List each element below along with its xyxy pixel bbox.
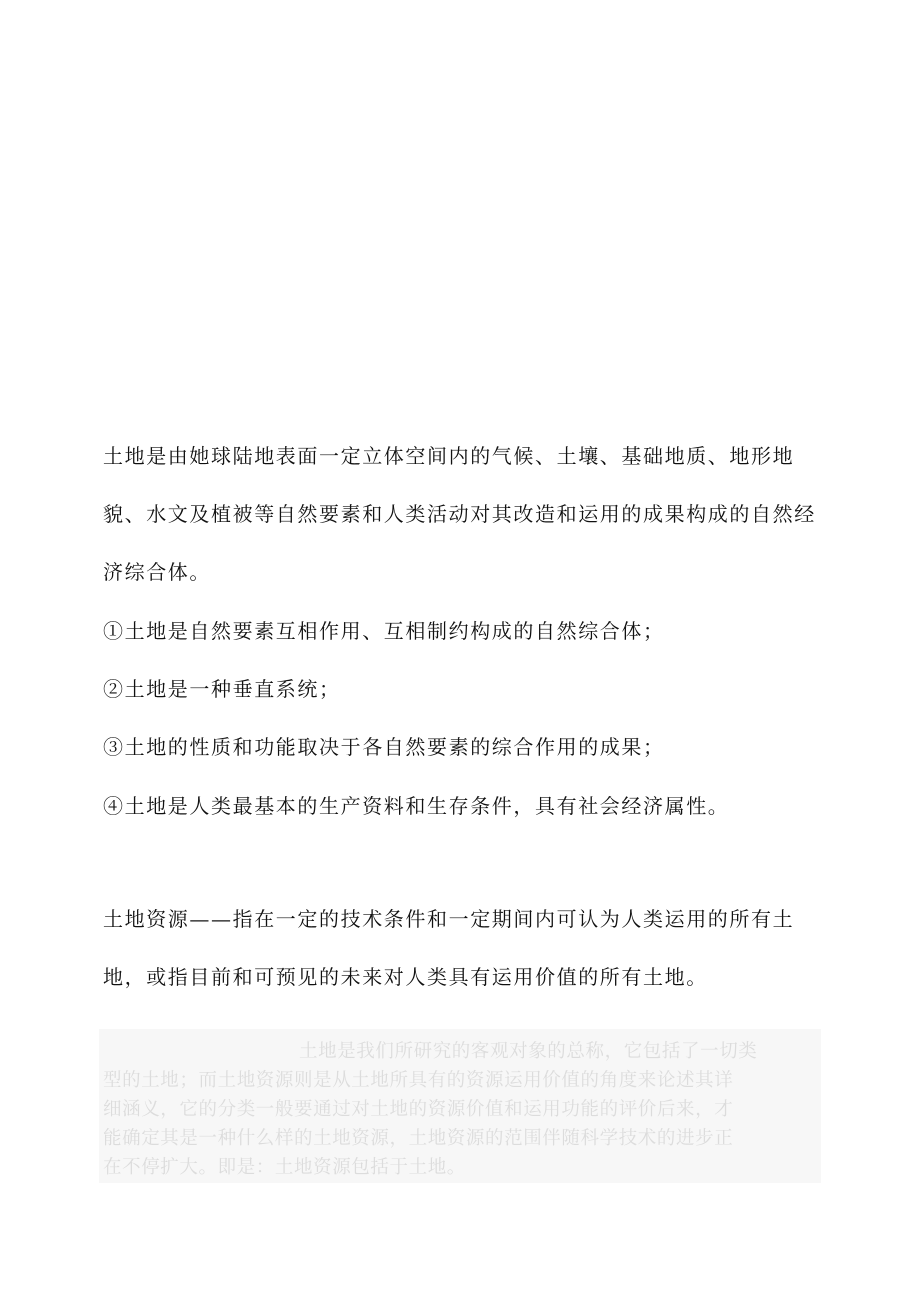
faded-text-line: 土地是我们所研究的客观对象的总称，它包括了一切类 (299, 1041, 758, 1062)
land-definition-paragraph (103, 427, 815, 601)
faded-text-line: 型的土地；而土地资源则是从土地所具有的资源运用价值的角度来论述其详 (103, 1070, 734, 1091)
text-line: 地，或指目前和可预见的未来对人类具有运用价值的所有土地。 (103, 965, 708, 989)
faded-text-line: 能确定其是一种什么样的土地资源，土地资源的范围伴随科学技术的进步正 (103, 1128, 734, 1149)
text-line: 土地是由她球陆地表面一定立体空间内的气候、土壤、基础地质、地形地 (103, 444, 795, 468)
faded-text-line: 在不停扩大。即是：土地资源包括于土地。 (103, 1157, 466, 1178)
text-line: 济综合体。 (103, 560, 211, 584)
faded-note-block (99, 1029, 821, 1183)
point-2: ②土地是一种垂直系统； (103, 677, 341, 701)
text-line: 土地资源——指在一定的技术条件和一定期间内可认为人类运用的所有土 (103, 907, 795, 931)
point-4: ④土地是人类最基本的生产资料和生存条件，具有社会经济属性。 (103, 794, 730, 818)
land-resource-paragraph (103, 890, 815, 1006)
point-1: ①土地是自然要素互相作用、互相制约构成的自然综合体； (103, 619, 665, 643)
point-3: ③土地的性质和功能取决于各自然要素的综合作用的成果； (103, 735, 665, 759)
text-line: 貌、水文及植被等自然要素和人类活动对其改造和运用的成果构成的自然经 (103, 502, 816, 526)
faded-text-line: 细涵义，它的分类一般要通过对土地的资源价值和运用功能的评价后来，才 (103, 1099, 734, 1120)
